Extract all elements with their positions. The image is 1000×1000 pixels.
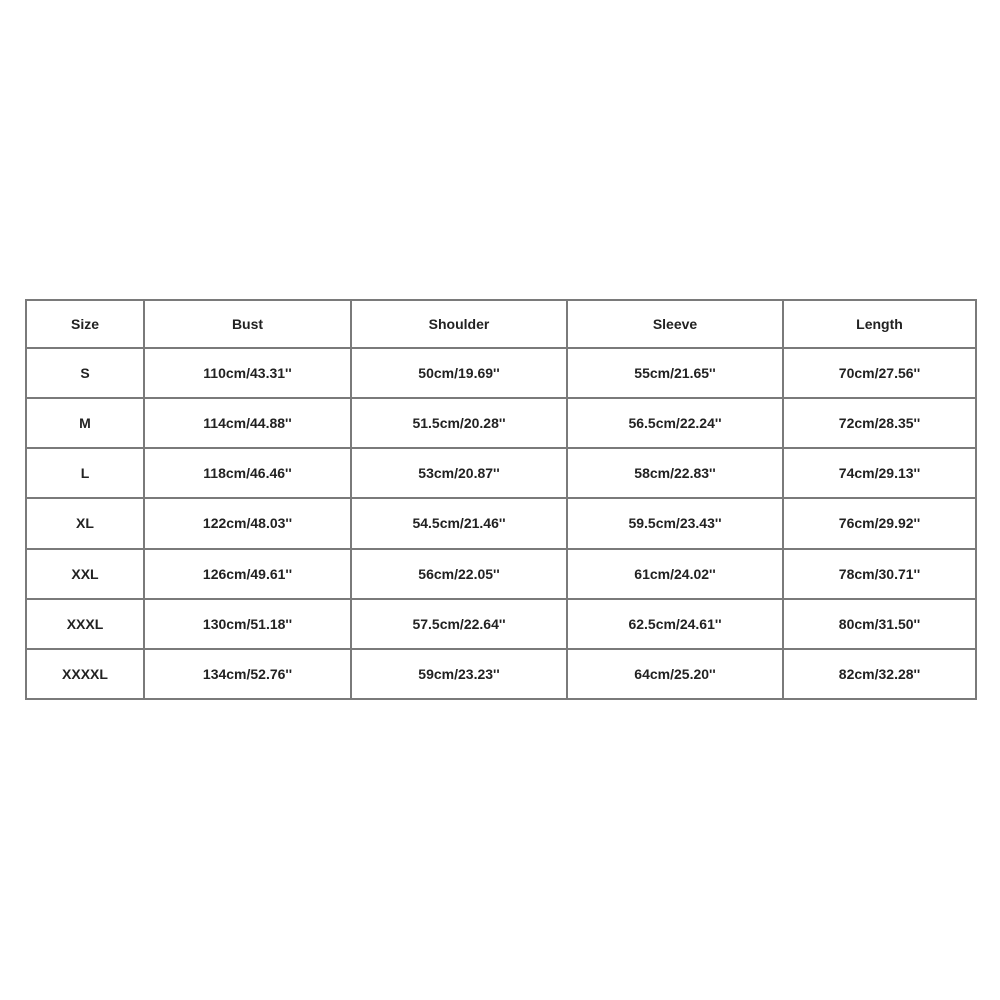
cell-bust: 118cm/46.46'' (144, 448, 351, 498)
cell-length: 82cm/32.28'' (783, 649, 976, 699)
table-header-row (26, 300, 976, 348)
cell-shoulder: 53cm/20.87'' (351, 448, 567, 498)
cell-length: 76cm/29.92'' (783, 498, 976, 548)
cell-length: 80cm/31.50'' (783, 599, 976, 649)
cell-size: M (26, 398, 144, 448)
header-shoulder: Shoulder (351, 300, 567, 348)
cell-size: XXXL (26, 599, 144, 649)
cell-length: 78cm/30.71'' (783, 549, 976, 599)
table-row (26, 348, 976, 398)
cell-sleeve: 56.5cm/22.24'' (567, 398, 783, 448)
cell-bust: 122cm/48.03'' (144, 498, 351, 548)
table-row (26, 498, 976, 548)
table-row (26, 448, 976, 498)
cell-bust: 130cm/51.18'' (144, 599, 351, 649)
table-row (26, 549, 976, 599)
size-chart-table (25, 299, 977, 700)
cell-length: 70cm/27.56'' (783, 348, 976, 398)
cell-sleeve: 55cm/21.65'' (567, 348, 783, 398)
cell-bust: 114cm/44.88'' (144, 398, 351, 448)
cell-bust: 126cm/49.61'' (144, 549, 351, 599)
header-size: Size (26, 300, 144, 348)
cell-size: XXXXL (26, 649, 144, 699)
cell-shoulder: 50cm/19.69'' (351, 348, 567, 398)
header-length: Length (783, 300, 976, 348)
cell-shoulder: 59cm/23.23'' (351, 649, 567, 699)
table-row (26, 599, 976, 649)
cell-shoulder: 57.5cm/22.64'' (351, 599, 567, 649)
cell-sleeve: 61cm/24.02'' (567, 549, 783, 599)
cell-size: S (26, 348, 144, 398)
cell-size: XXL (26, 549, 144, 599)
cell-shoulder: 56cm/22.05'' (351, 549, 567, 599)
cell-size: L (26, 448, 144, 498)
table-row (26, 649, 976, 699)
cell-bust: 134cm/52.76'' (144, 649, 351, 699)
cell-length: 74cm/29.13'' (783, 448, 976, 498)
cell-sleeve: 64cm/25.20'' (567, 649, 783, 699)
cell-shoulder: 54.5cm/21.46'' (351, 498, 567, 548)
cell-sleeve: 59.5cm/23.43'' (567, 498, 783, 548)
cell-bust: 110cm/43.31'' (144, 348, 351, 398)
cell-shoulder: 51.5cm/20.28'' (351, 398, 567, 448)
cell-sleeve: 58cm/22.83'' (567, 448, 783, 498)
cell-size: XL (26, 498, 144, 548)
table-row (26, 398, 976, 448)
header-sleeve: Sleeve (567, 300, 783, 348)
header-bust: Bust (144, 300, 351, 348)
cell-sleeve: 62.5cm/24.61'' (567, 599, 783, 649)
cell-length: 72cm/28.35'' (783, 398, 976, 448)
